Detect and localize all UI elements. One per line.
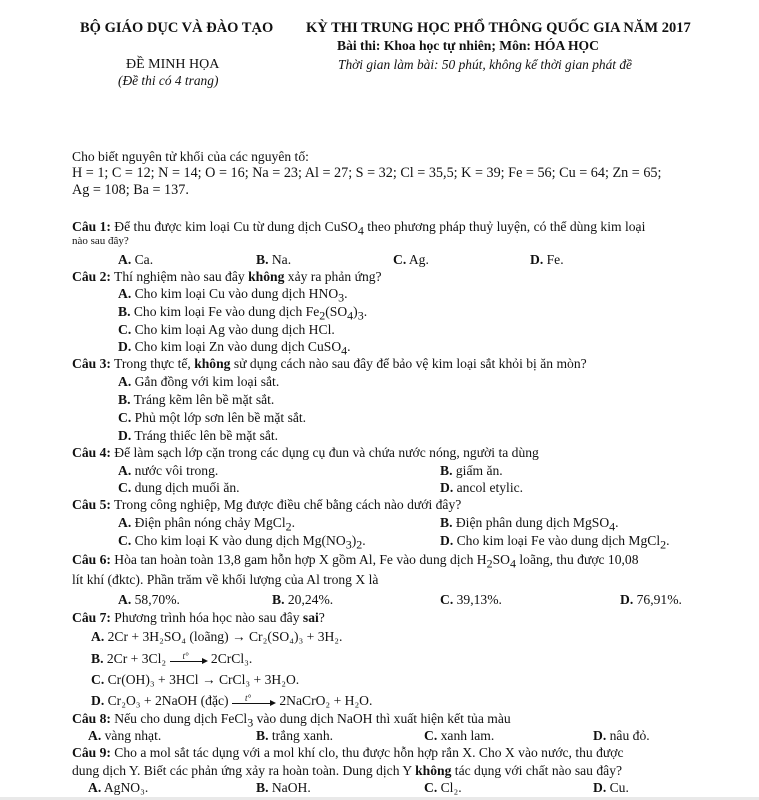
exam-subject: Bài thi: Khoa học tự nhiên; Môn: HÓA HỌC xyxy=(337,38,599,53)
q2-option-c[interactable]: C. Cho kim loại Ag vào dung dịch HCl. xyxy=(118,322,335,337)
atomic-line-2: Ag = 108; Ba = 137. xyxy=(72,182,189,198)
q1-option-d[interactable]: D. Fe. xyxy=(530,252,564,267)
q6-option-b[interactable]: B. 20,24%. xyxy=(272,592,334,607)
question-6: Câu 6: Hòa tan hoàn toàn 13,8 gam hỗn hợp X gồm Al, Fe vào dung dịch $H_2SO_4$ loãng, thu được 10,08 xyxy=(72,552,639,571)
q6-option-a[interactable]: A. 58,70%. xyxy=(118,592,180,607)
atomic-intro: Cho biết nguyên tử khối của các nguyên tố: xyxy=(72,149,309,164)
heat-arrow-icon: t° xyxy=(232,695,276,709)
q6-option-c[interactable]: C. 39,13%. xyxy=(440,592,502,607)
q8-option-c[interactable]: C. xanh lam. xyxy=(424,728,495,743)
q3-option-a[interactable]: A. Gắn đồng với kim loại sắt. xyxy=(118,374,280,389)
q2-option-d[interactable]: D. Cho kim loại Zn vào dung dịch CuSO$_4$. xyxy=(118,339,351,358)
atomic-line-1: H = 1; C = 12; N = 14; O = 16; Na = 23; Al = 27; S = 32; Cl = 35,5; K = 39; Fe = 56; Cu = 64; Zn = 65; xyxy=(72,165,662,181)
question-4: Câu 4: Để làm sạch lớp cặn trong các dụng cụ đun và chứa nước nóng, người ta dùng xyxy=(72,445,539,460)
q4-option-d[interactable]: D. ancol etylic. xyxy=(440,480,524,495)
q1-option-b[interactable]: B. Na. xyxy=(256,252,292,267)
exam-time: Thời gian làm bài: 50 phút, không kể thời gian phát đề xyxy=(338,57,632,72)
q4-option-c[interactable]: C. dung dịch muối ăn. xyxy=(118,480,240,495)
question-1-cont: nào sau đây? xyxy=(72,235,129,247)
question-2: Câu 2: Thí nghiệm nào sau đây không xảy ra phản ứng? xyxy=(72,269,382,284)
q3-option-b[interactable]: B. Tráng kẽm lên bề mặt sắt. xyxy=(118,392,275,407)
q7-option-a[interactable]: A. 2Cr + 3H₂SO₄ (loãng) → Cr₂(SO₄)₃ + 3H₂. xyxy=(91,629,343,644)
q4-option-b[interactable]: B. giấm ăn. xyxy=(440,463,503,478)
q7-option-b[interactable]: B. 2Cr + 3Cl₂ t° 2CrCl₃. xyxy=(91,650,253,666)
question-label: Câu 1: xyxy=(72,219,111,234)
exam-title: KỲ THI TRUNG HỌC PHỔ THÔNG QUỐC GIA NĂM 2017 xyxy=(306,20,691,36)
question-1: Câu 1: Để thu được kim loại Cu từ dung dịch CuSO$_4$ theo phương pháp thuỷ luyện, có thể dùng kim loại xyxy=(72,219,646,238)
q1-option-a[interactable]: A. Ca. xyxy=(118,252,154,267)
q5-option-d[interactable]: D. Cho kim loại Fe vào dung dịch MgCl$_2$. xyxy=(440,533,670,552)
q9-option-a[interactable]: A. AgNO₃. xyxy=(88,780,149,795)
q3-option-d[interactable]: D. Tráng thiếc lên bề mặt sắt. xyxy=(118,428,279,443)
paper-type: ĐỀ MINH HỌA xyxy=(126,57,220,72)
q5-option-c[interactable]: C. Cho kim loại K vào dung dịch $Mg(NO_3)_2$. xyxy=(118,533,366,552)
ministry-name: BỘ GIÁO DỤC VÀ ĐÀO TẠO xyxy=(80,20,274,36)
q7-option-c[interactable]: C. Cr(OH)₃ + 3HCl → CrCl₃ + 3H₂O. xyxy=(91,672,300,687)
q5-option-a[interactable]: A. Điện phân nóng chảy MgCl$_2$. xyxy=(118,515,296,534)
q7-option-d[interactable]: D. Cr₂O₃ + 2NaOH (đặc) t° 2NaCrO₂ + H₂O. xyxy=(91,692,373,708)
question-3: Câu 3: Trong thực tế, không sử dụng cách nào sau đây để bảo vệ kim loại sắt khỏi bị ăn mòn? xyxy=(72,356,587,371)
question-8: Câu 8: Nếu cho dung dịch FeCl$_3$ vào dung dịch NaOH thì xuất hiện kết tủa màu xyxy=(72,711,511,730)
q3-option-c[interactable]: C. Phủ một lớp sơn lên bề mặt sắt. xyxy=(118,410,307,425)
q9-option-b[interactable]: B. NaOH. xyxy=(256,780,311,795)
question-7: Câu 7: Phương trình hóa học nào sau đây sai? xyxy=(72,610,325,625)
q1-option-c[interactable]: C. Ag. xyxy=(393,252,429,267)
q9-option-c[interactable]: C. Cl₂. xyxy=(424,780,462,795)
q4-option-a[interactable]: A. nước vôi trong. xyxy=(118,463,219,478)
q5-option-b[interactable]: B. Điện phân dung dịch MgSO$_4$. xyxy=(440,515,619,534)
q6-option-d[interactable]: D. 76,91%. xyxy=(620,592,682,607)
question-5: Câu 5: Trong công nghiệp, Mg được điều chế bằng cách nào dưới đây? xyxy=(72,497,462,512)
question-9: Câu 9: Cho a mol sắt tác dụng với a mol khí clo, thu được hỗn hợp rắn X. Cho X vào nước, thu được xyxy=(72,745,624,760)
heat-arrow-icon: t° xyxy=(170,653,208,667)
question-6-cont: lít khí (đktc). Phần trăm về khối lượng của Al trong X là xyxy=(72,572,379,587)
q8-option-b[interactable]: B. trắng xanh. xyxy=(256,728,334,743)
page-count: (Đề thi có 4 trang) xyxy=(118,73,219,88)
q9-option-d[interactable]: D. Cu. xyxy=(593,780,629,795)
q8-option-a[interactable]: A. vàng nhạt. xyxy=(88,728,162,743)
q2-option-b[interactable]: B. Cho kim loại Fe vào dung dịch $Fe_2(SO_4)_3$. xyxy=(118,304,368,323)
q8-option-d[interactable]: D. nâu đỏ. xyxy=(593,728,650,743)
question-9-cont: dung dịch Y. Biết các phản ứng xảy ra hoàn toàn. Dung dịch Y không tác dụng với chất nào sau đây? xyxy=(72,763,623,778)
q2-option-a[interactable]: A. Cho kim loại Cu vào dung dịch $HNO_3$. xyxy=(118,286,348,305)
